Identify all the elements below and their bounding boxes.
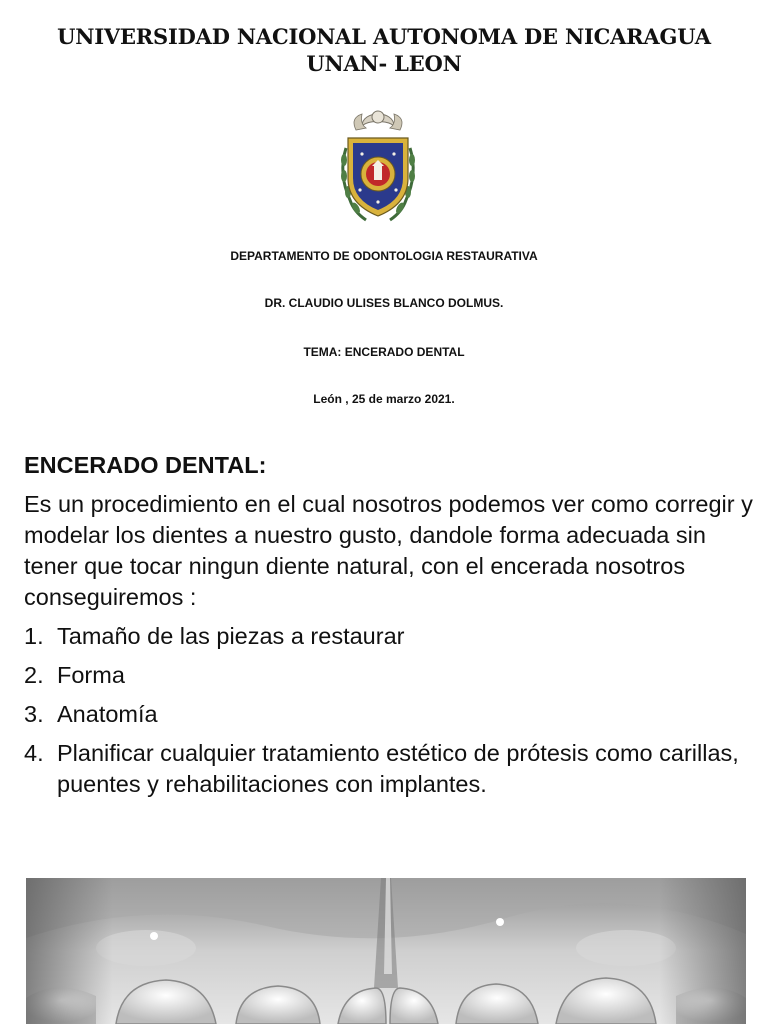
- steps-list: [24, 621, 754, 808]
- list-item-number: 4.: [24, 740, 44, 766]
- list-item: [24, 699, 754, 730]
- topic-line: TEMA: ENCERADO DENTAL: [303, 345, 465, 359]
- list-item-text: Anatomía: [57, 701, 158, 727]
- list-item-text: Tamaño de las piezas a restaurar: [57, 623, 405, 649]
- list-item: [24, 738, 754, 800]
- list-item-text: Planificar cualquier tratamiento estético de prótesis como carillas, puentes y rehabilitaciones con implantes.: [57, 740, 739, 797]
- list-item-text: Forma: [57, 662, 125, 688]
- list-item: [24, 660, 754, 691]
- university-name: UNIVERSIDAD NACIONAL AUTONOMA DE NICARAGUA: [57, 24, 711, 49]
- campus-name: UNAN- LEON: [306, 51, 462, 76]
- intro-paragraph: Es un procedimiento en el cual nosotros podemos ver como corregir y modelar los dientes a nuestro gusto, dandole forma adecuada sin tener que tocar ningun diente natural, con el encerada nosotros conseguiremos :: [24, 491, 753, 610]
- date-line: León , 25 de marzo 2021.: [313, 392, 455, 406]
- list-item-number: 2.: [24, 662, 44, 688]
- section-heading: ENCERADO DENTAL:: [24, 452, 267, 478]
- list-item-number: 1.: [24, 623, 44, 649]
- list-item-number: 3.: [24, 701, 44, 727]
- department-name: DEPARTAMENTO DE ODONTOLOGIA RESTAURATIVA: [230, 249, 538, 263]
- dental-wax-model-photo: [26, 878, 746, 1024]
- list-item: [24, 621, 754, 652]
- doctor-name: DR. CLAUDIO ULISES BLANCO DOLMUS.: [264, 296, 504, 310]
- university-crest-icon: [332, 104, 424, 226]
